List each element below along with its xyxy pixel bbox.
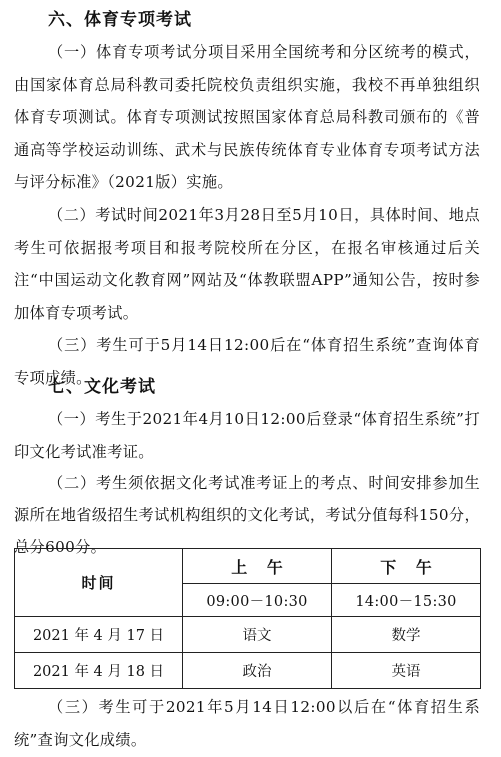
- table-row: [15, 653, 481, 689]
- afternoon-header-cell: 下 午: [332, 549, 481, 584]
- table-row: [15, 617, 481, 653]
- afternoon-subject-cell: 英语: [332, 653, 481, 689]
- afternoon-subject-cell: 数学: [332, 617, 481, 653]
- paragraph-sports-exam-organization: （一）体育专项考试分项目采用全国统考和分区统考的模式，由国家体育总局科教司委托院校负责组织实施，我校不再单独组织体育专项测试。体育专项测试按照国家体育总局科教司颁布的《普通高等学校运动训练、武术与民族传统体育专业体育专项考试方法与评分标准》（2021版）实施。: [14, 43, 480, 192]
- paragraph-sports-exam-schedule: （二）考试时间2021年3月28日至5月10日，具体时间、地点考生可依据报考项目和报考院校所在分区，在报名审核通过后关注“中国运动文化教育网”网站及“体教联盟APP”通知公告，按时参加体育专项考试。: [14, 206, 480, 322]
- exam-schedule-table: [14, 548, 481, 689]
- paragraph-culture-exam-results: （三）考生可于2021年5月14日12:00以后在“体育招生系统”查询文化成绩。: [14, 698, 480, 749]
- section-heading-culture-exam: 七、文化考试: [48, 377, 156, 397]
- paragraph-culture-exam-ticket: （一）考生于2021年4月10日12:00后登录“体育招生系统”打印文化考试准考证。: [14, 410, 480, 461]
- paragraph-culture-exam-arrangement: （二）考生须依据文化考试准考证上的考点、时间安排参加生源所在地省级招生考试机构组织的文化考试，考试分值每科150分，总分600分。: [14, 474, 480, 557]
- morning-header-cell: 上 午: [183, 549, 332, 584]
- morning-time-range: 09:00－10:30: [183, 584, 332, 617]
- morning-subject-cell: 政治: [183, 653, 332, 689]
- date-cell: 2021 年 4 月 17 日: [15, 617, 183, 653]
- morning-subject-cell: 语文: [183, 617, 332, 653]
- paragraph-sports-exam-results: （三）考生可于5月14日12:00后在“体育招生系统”查询体育专项成绩。: [14, 336, 480, 387]
- afternoon-time-range: 14:00－15:30: [332, 584, 481, 617]
- table-header-row: [15, 549, 481, 584]
- section-heading-sports-exam: 六、体育专项考试: [48, 10, 192, 30]
- date-cell: 2021 年 4 月 18 日: [15, 653, 183, 689]
- time-header-cell: 时间: [15, 549, 183, 617]
